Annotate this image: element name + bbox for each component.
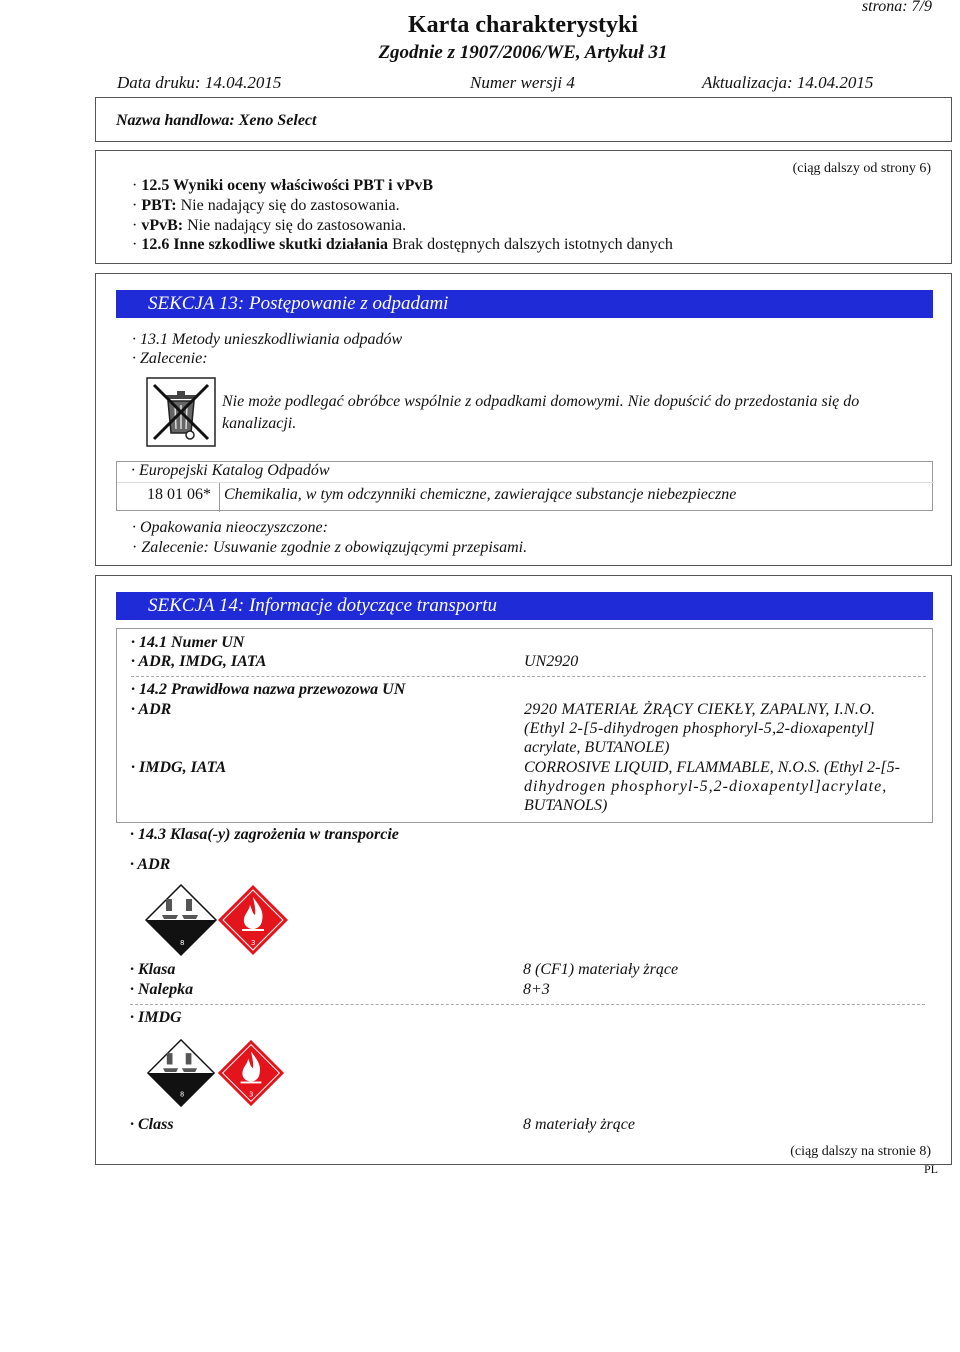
continued-from: (ciąg dalszy od strony 6) [792,161,931,176]
class-value: 8 materiały żrące [523,1116,635,1133]
other-effects-line: · 12.6 Inne szkodliwe skutki działania Brak dostępnych dalszych istotnych danych [132,236,673,253]
print-date: Data druku: 14.04.2015 [117,73,282,92]
svg-text:8: 8 [180,939,185,947]
recommendation-text-2: kanalizacji. [222,415,297,432]
adr-name-1: 2920 MATERIAŁ ŻRĄCY CIEKŁY, ZAPALNY, I.N.O. [524,701,876,718]
imdg-name-1: CORROSIVE LIQUID, FLAMMABLE, N.O.S. (Ethyl 2-[5- [524,759,900,776]
recommendation-text-1: Nie może podlegać obróbce wspólnie z odpadkami domowymi. Nie dopuścić do przedostania się do [222,393,860,410]
section-14-heading: SEKCJA 14: Informacje dotyczące transportu [116,592,933,620]
section-13-box [95,273,952,566]
packaging-recommendation: · Zalecenie: Usuwanie zgodnie z obowiązującymi przepisami. [132,539,528,556]
imdg-class-label: · IMDG [130,1009,182,1026]
recommendation-label: · Zalecenie: [132,350,208,367]
section-14-box [95,575,952,1165]
continued-to: (ciąg dalszy na stronie 8) [790,1144,931,1159]
crossed-out-bin-icon [146,377,216,447]
klasa-value: 8 (CF1) materiały żrące [523,961,679,978]
vpvb-line: · vPvB: Nie nadający się do zastosowania. [132,217,407,234]
class-label: · Class [130,1116,174,1133]
svg-text:8: 8 [180,1090,185,1099]
nalepka-value: 8+3 [523,981,550,998]
disposal-methods: · 13.1 Metody unieszkodliwiania odpadów [132,331,403,348]
ewc-title: · Europejski Katalog Odpadów [131,462,330,479]
ewc-box [116,461,933,511]
version-number: Numer wersji 4 [470,73,575,92]
document-subtitle: Zgodnie z 1907/2006/WE, Artykuł 31 [378,42,668,63]
un-number-label: · ADR, IMDG, IATA [131,653,267,670]
svg-text:3: 3 [251,939,256,947]
corrosive-pictogram-imdg-icon [146,1038,216,1108]
ewc-code: 18 01 06* [147,486,211,503]
flammable-pictogram-imdg-icon [216,1038,286,1108]
adr-name-3: acrylate, BUTANOLE) [524,739,670,756]
language-code: PL [923,1162,938,1176]
adr-label: · ADR [131,701,172,718]
corrosive-pictogram-icon [144,883,218,957]
klasa-label: · Klasa [130,961,176,978]
page-number: strona: 7/9 [861,0,932,15]
pbt-assessment: · 12.5 Wyniki oceny właściwości PBT i vPvB [132,177,434,194]
trade-name: Nazwa handlowa: Xeno Select [116,112,317,129]
imdg-name-3: BUTANOLS) [524,797,608,814]
un-number-value: UN2920 [524,653,579,670]
uncleaned-packaging: · Opakowania nieoczyszczone: [132,519,328,536]
ewc-description: Chemikalia, w tym odczynniki chemiczne, zawierające substancje niebezpieczne [224,486,737,503]
imdg-name-2: dihydrogen phosphoryl-5,2-dioxapentyl]acrylate, [524,778,888,795]
un-number-title: · 14.1 Numer UN [131,634,245,651]
nalepka-label: · Nalepka [130,981,194,998]
shipping-name-title: · 14.2 Prawidłowa nazwa przewozowa UN [131,681,406,698]
section-12-box [95,150,952,264]
svg-text:3: 3 [249,1090,254,1099]
trade-name-box [95,97,952,142]
adr-class-label: · ADR [130,856,171,873]
hazard-class-title: · 14.3 Klasa(-y) zagrożenia w transporcie [130,826,399,843]
imdg-iata-label: · IMDG, IATA [131,759,227,776]
section-14-inner [116,628,933,823]
update-date: Aktualizacja: 14.04.2015 [702,73,874,92]
adr-name-2: (Ethyl 2-[5-dihydrogen phosphoryl-5,2-dioxapentyl] [524,720,875,737]
pbt-line: · PBT: Nie nadający się do zastosowania. [132,197,400,214]
document-title: Karta charakterystyki [408,12,638,38]
flammable-pictogram-icon [216,883,290,957]
section-13-heading: SEKCJA 13: Postępowanie z odpadami [116,290,933,318]
